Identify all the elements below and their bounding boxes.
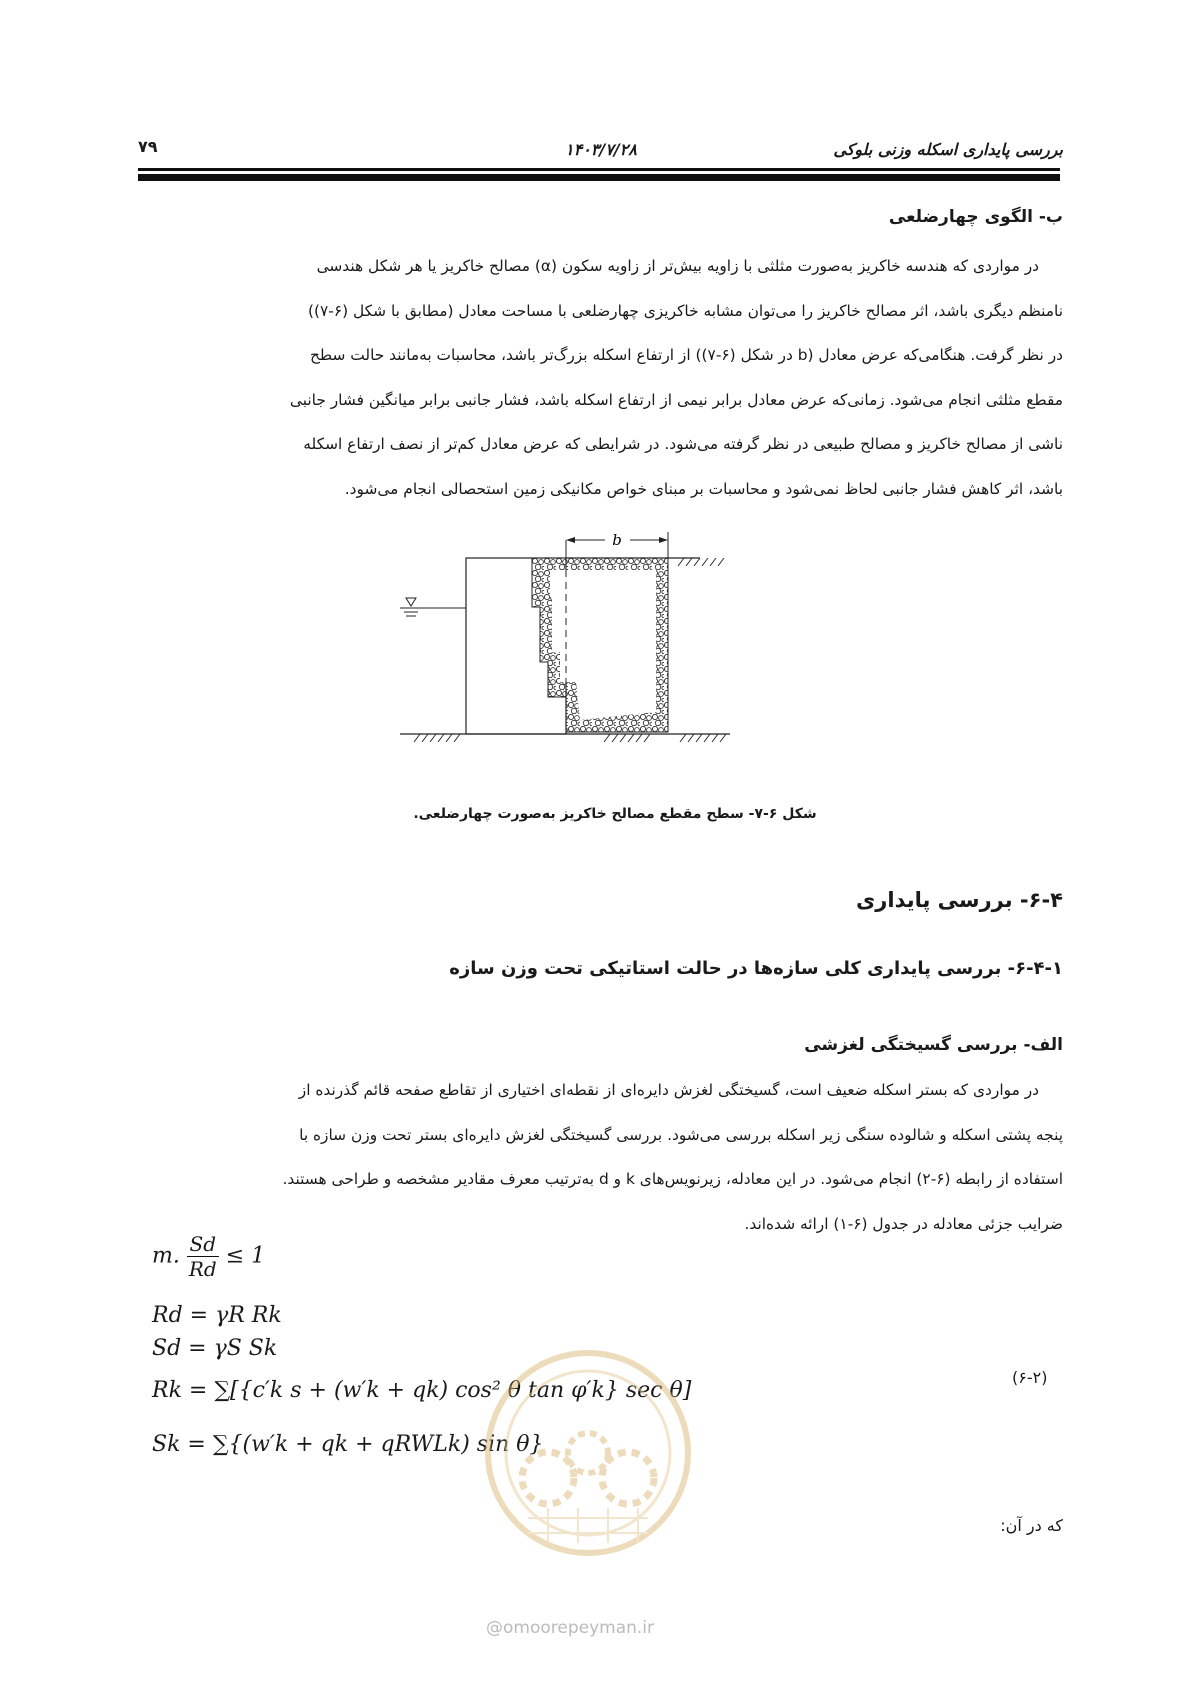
section-4-paragraph (128, 1068, 1063, 1246)
header-title: بررسی پایداری اسکله وزنی بلوکی (833, 140, 1063, 159)
eq-fraction (187, 1232, 219, 1281)
section-b-paragraph (128, 244, 1063, 512)
equation-line-2: Rd = γR Rk (152, 1303, 282, 1328)
equation-number: (۶-۲) (1012, 1368, 1048, 1387)
paragraph-line: در نظر گرفت. هنگامی‌که عرض معادل (b در شکل (۶-۷)) از ارتفاع اسکله بزرگ‌تر باشد، محاسبات به‌مانند حالت سطح (309, 346, 1063, 365)
equation-line-4: Rk = ∑[{c′k s + (w′k + qk) cos² θ tan φ′k} sec θ] (152, 1378, 692, 1403)
quay-cross-section-figure (400, 522, 800, 804)
page-number: ۷۹ (138, 137, 158, 156)
eq-m: m. (152, 1243, 180, 1269)
paragraph-line: مقطع مثلثی انجام می‌شود. زمانی‌که عرض معادل برابر نیمی از ارتفاع اسکله باشد، فشار جانبی برابر میانگین فشار جانبی (289, 390, 1063, 409)
watermark-logo (468, 1338, 708, 1608)
section-b-heading: ب- الگوی چهارضلعی (888, 207, 1063, 227)
eq-inequality: ≤ 1 (225, 1243, 266, 1269)
header-rule-thin (138, 168, 1060, 171)
water-level-icon (406, 598, 416, 606)
paragraph-line: باشد، اثر کاهش فشار جانبی لحاظ نمی‌شود و محاسبات بر مبنای خواص مکانیکی زمین استحصالی انجام می‌شود. (344, 479, 1063, 498)
paragraph-line: در مواردی که بستر اسکله ضعیف است، گسیختگی لغزش دایره‌ای از نقطه‌ای اختیاری از تقاطع صفحه قائم گذرنده از (298, 1081, 1039, 1099)
header-rule-thick (138, 174, 1060, 181)
tail-text: که در آن: (1000, 1516, 1063, 1535)
equation-line-5: Sk = ∑{(w′k + qk + qRWLk) sin θ} (152, 1432, 544, 1457)
subsection-heading: ۶-۴-۱- بررسی پایداری کلی سازه‌ها در حالت استاتیکی تحت وزن سازه (449, 958, 1063, 979)
equation-line-3: Sd = γS Sk (152, 1336, 278, 1361)
arrow-left-icon (566, 537, 575, 543)
arrow-right-icon (659, 537, 668, 543)
paragraph-line: پنجه پشتی اسکله و شالوده سنگی زیر اسکله بررسی می‌شود. بررسی گسیختگی لغزش دایره‌ای بستر تحت وزن سازه با (299, 1125, 1063, 1144)
eq-denominator: Rd (188, 1257, 217, 1281)
section-heading: ۶-۴- بررسی پایداری (856, 888, 1063, 912)
eq-numerator: Sd (187, 1232, 219, 1257)
paragraph-line: ناشی از مصالح خاکریز و مصالح طبیعی در نظر گرفته می‌شود. در شرایطی که عرض معادل کم‌تر از نصف ارتفاع اسکله (303, 435, 1063, 454)
watermark-text: @omoorepeyman.ir (486, 1618, 655, 1638)
header-date: ۱۴۰۳/۷/۲۸ (565, 140, 637, 159)
paragraph-line: نامنظم دیگری باشد، اثر مصالح خاکریز را می‌توان مشابه خاکریزی چهارضلعی با مساحت معادل (مطابق با شکل (۶-۷)) (307, 301, 1063, 320)
figure-caption: شکل ۶-۷- سطح مقطع مصالح خاکریز به‌صورت چهارضلعی. (413, 806, 817, 822)
paragraph-line: در مواردی که هندسه خاکریز به‌صورت مثلثی با زاویه بیش‌تر از زاویه سکون (α) مصالح خاکریز یا هر شکل هندسی (316, 257, 1039, 275)
equation-line-1 (152, 1232, 265, 1281)
sub-a-heading: الف- بررسی گسیختگی لغزشی (804, 1035, 1063, 1055)
paragraph-line: استفاده از رابطه (۶-۲) انجام می‌شود. در این معادله، زیرنویس‌های k و d به‌ترتیب معرف مقادیر مشخصه و طراحی هستند. (282, 1170, 1063, 1189)
paragraph-line: ضرایب جزئی معادله در جدول (۶-۱) ارائه شده‌اند. (744, 1214, 1063, 1233)
dimension-label-b: b (612, 531, 622, 549)
